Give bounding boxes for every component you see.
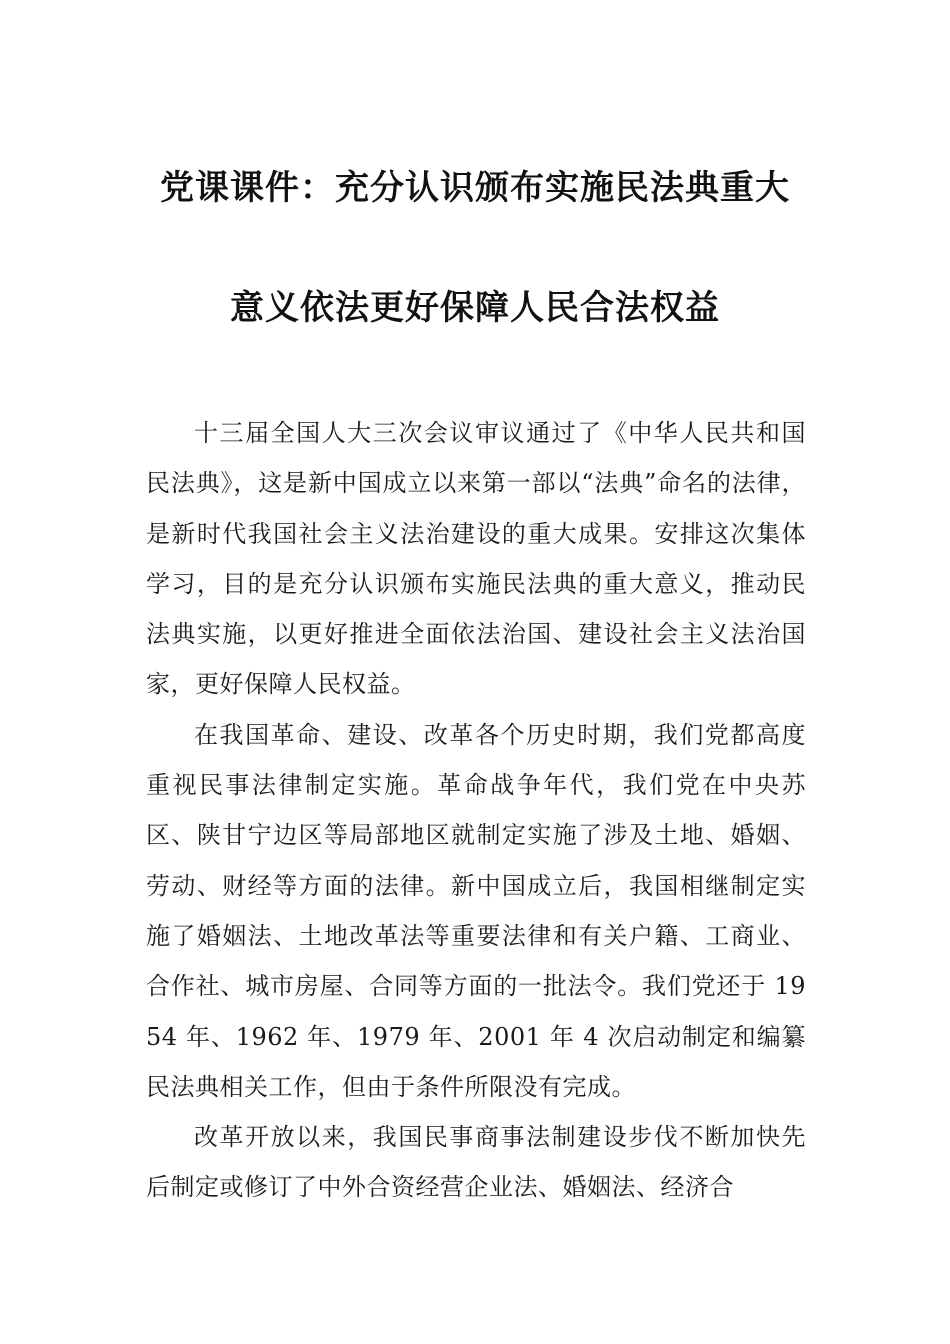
document-title-line-1: 党课课件：充分认识颁布实施民法典重大 xyxy=(160,168,790,208)
document-body xyxy=(146,408,806,1213)
paragraph-3: 改革开放以来，我国民事商事法制建设步伐不断加快先后制定或修订了中外合资经营企业法、婚姻法、经济合 xyxy=(146,1123,806,1202)
paragraph-2: 在我国革命、建设、改革各个历史时期，我们党都高度重视民事法律制定实施。革命战争年代，我们党在中央苏区、陕甘宁边区等局部地区就制定实施了涉及土地、婚姻、劳动、财经等方面的法律。新中国成立后，我国相继制定实施了婚姻法、土地改革法等重要法律和有关户籍、工商业、合作社、城市房屋、合同等方面的一批法令。我们党还于 1954 年、1962 年、1979 年、2001 年 4 次启动制定和编纂民法典相关工作，但由于条件所限没有完成。 xyxy=(146,720,806,1101)
document-title-line-2: 意义依法更好保障人民合法权益 xyxy=(230,288,720,328)
paragraph-1: 十三届全国人大三次会议审议通过了《中华人民共和国民法典》，这是新中国成立以来第一部以“法典”命名的法律，是新时代我国社会主义法治建设的重大成果。安排这次集体学习，目的是充分认识颁布实施民法典的重大意义，推动民法典实施，以更好推进全面依法治国、建设社会主义法治国家，更好保障人民权益。 xyxy=(146,419,806,699)
